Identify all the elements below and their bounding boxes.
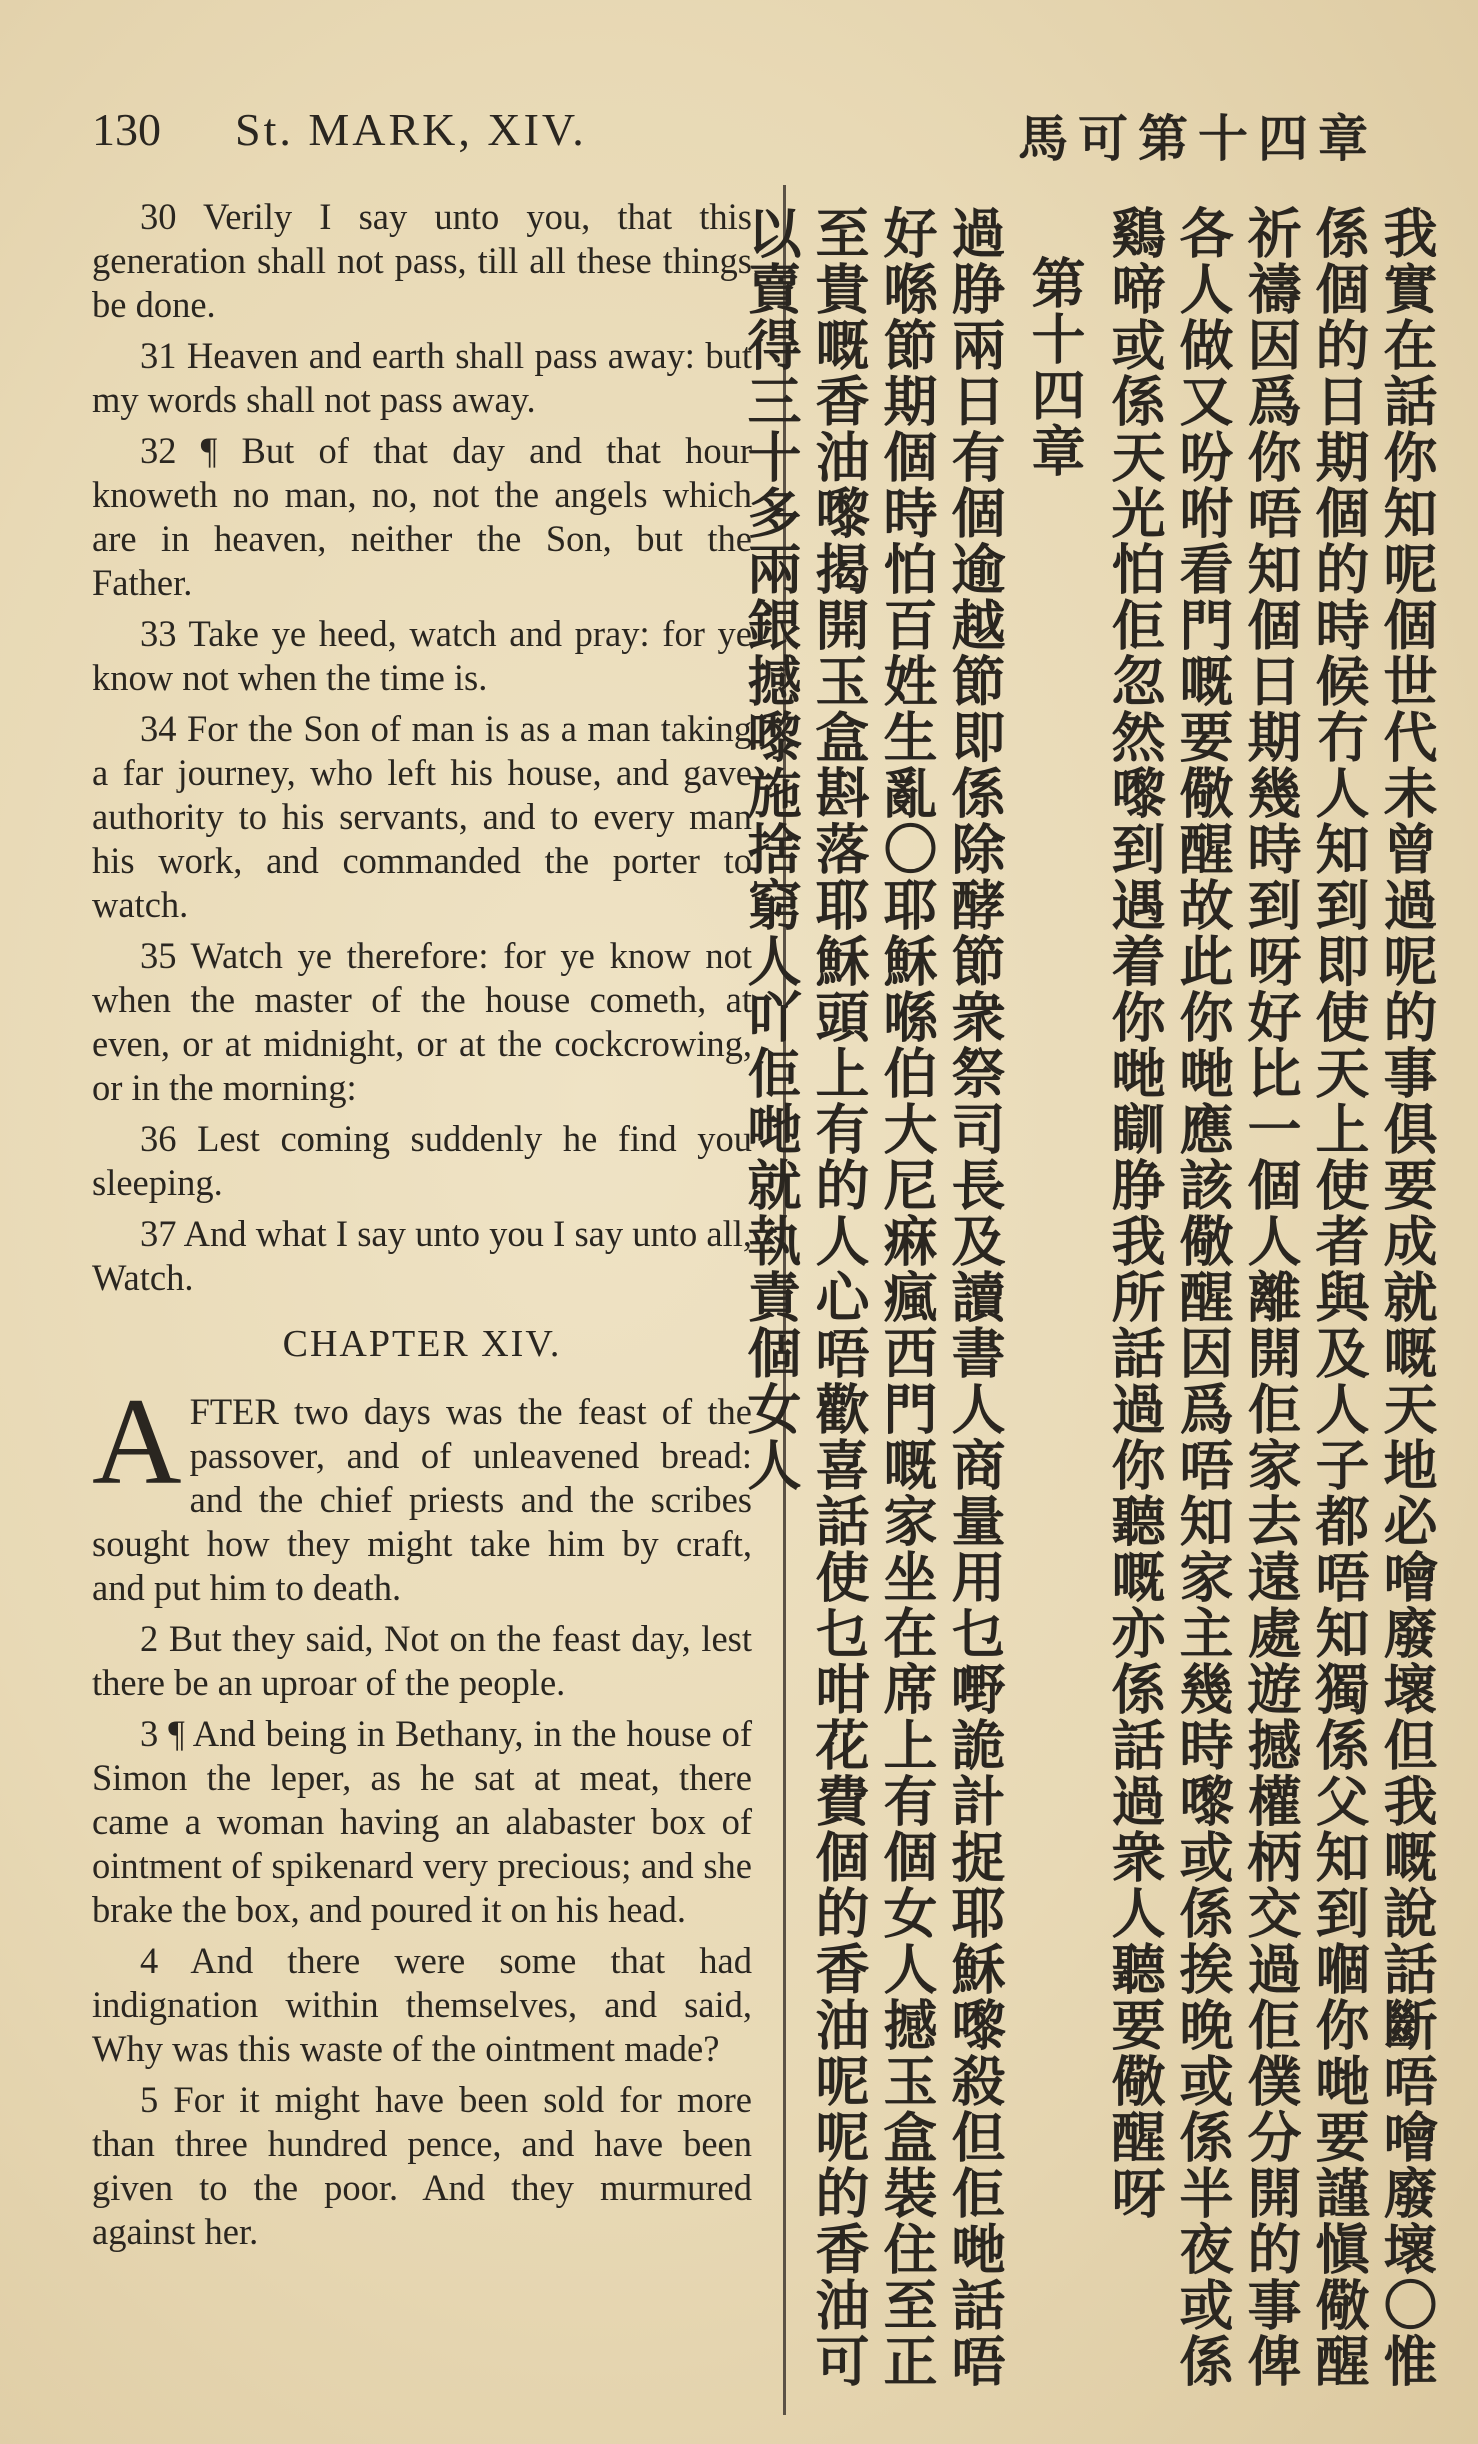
english-column: [92, 195, 752, 2261]
chapter-verse-5: 5 For it might have been sold for more than three hundred pence, and have been given to the poor. And they murmured against her.: [92, 2079, 752, 2252]
chapter-verse-2: 2 But they said, Not on the feast day, lest there be an uproar of the people.: [92, 1618, 752, 1703]
chinese-text-before: 我實在話你知呢個世代未曾過呢的事俱要成就嘅天地必噲廢壞但我嘅說話斷唔噲廢壞〇惟係個的日期個的時候冇人知到即使天上使者與及人子都唔知獨係父知到嗰你哋要謹愼儆醒祈禱因爲你唔知個日期幾時到呀好比一個人離開佢家去遠處遊撼權柄交過佢僕分開的事俾各人做又吩咐看門嘅要儆醒故此你哋應該儆醒因爲唔知家主幾時嚟或係挨晚或係半夜或係鷄啼或係天光怕佢忽然嚟到遇着你哋瞓㬹我所話過你聽嘅亦係話過衆人聽要儆醒呀: [1103, 205, 1438, 2389]
verse-36: 36 Lest coming suddenly he find you sleeping.: [92, 1118, 752, 1203]
chapter-verse-3: 3 ¶ And being in Bethany, in the house of Simon the leper, as he sat at meat, there came a woman having an alabaster box of ointment of spikenard very precious; and she brake the box, and poured it on his head.: [92, 1713, 752, 1930]
verse-35: 35 Watch ye therefore: for ye know not when the master of the house cometh, at even, or at midnight, or at the cockcrowing, or in the morning:: [92, 935, 752, 1108]
page-number: 130: [92, 104, 161, 155]
chinese-text-after: 過㬹兩日有個逾越節即係除酵節衆祭司長及讀書人商量用乜嘢詭計捉耶穌嚟殺但佢哋話唔好喺節期個時怕百姓生亂〇耶穌喺伯大尼痳瘋西門嘅家坐在席上有個女人撼玉盒裝住至正至貴嘅香油嚟揭開玉盒斟落耶穌頭上有的人心唔歡喜話使乜咁花費個的香油呢呢的香油可以賣得三十多兩銀撼嚟施捨窮人吖佢哋就執責個女人: [739, 205, 1006, 2389]
chapter-verse-1-text: FTER two days was the feast of the passover, and of unleavened bread: and the chief priests and the scribes sought how they might take him by craft, and put him to death.: [92, 1391, 752, 1608]
verse-32: 32 ¶ But of that day and that hour knoweth no man, no, not the angels which are in heaven, neither the Son, but the Father.: [92, 430, 752, 603]
running-head: St. MARK, XIV.: [235, 104, 587, 155]
chapter-verse-4: 4 And there were some that had indignation within themselves, and said, Why was this waste of the ointment made?: [92, 1940, 752, 2069]
verse-34: 34 For the Son of man is as a man taking a far journey, who left his house, and gave authority to his servants, and to every man his work, and commanded the porter to watch.: [92, 708, 752, 925]
chinese-running-head: 馬可第十四章: [1018, 110, 1378, 168]
verse-30: 30 Verily I say unto you, that this generation shall not pass, till all these things be done.: [92, 196, 752, 325]
verse-31: 31 Heaven and earth shall pass away: but my words shall not pass away.: [92, 335, 752, 420]
chapter-heading: CHAPTER XIV.: [282, 1323, 562, 1365]
chinese-column: [739, 205, 1440, 2415]
page-header: [0, 95, 1478, 175]
chapter-verse-1: [92, 1373, 752, 1610]
chinese-chapter-heading: 第十四章: [1023, 255, 1086, 479]
drop-cap: A: [92, 1373, 182, 1510]
verse-37: 37 And what I say unto you I say unto all, Watch.: [92, 1213, 752, 1298]
verse-33: 33 Take ye heed, watch and pray: for ye know not when the time is.: [92, 613, 752, 698]
